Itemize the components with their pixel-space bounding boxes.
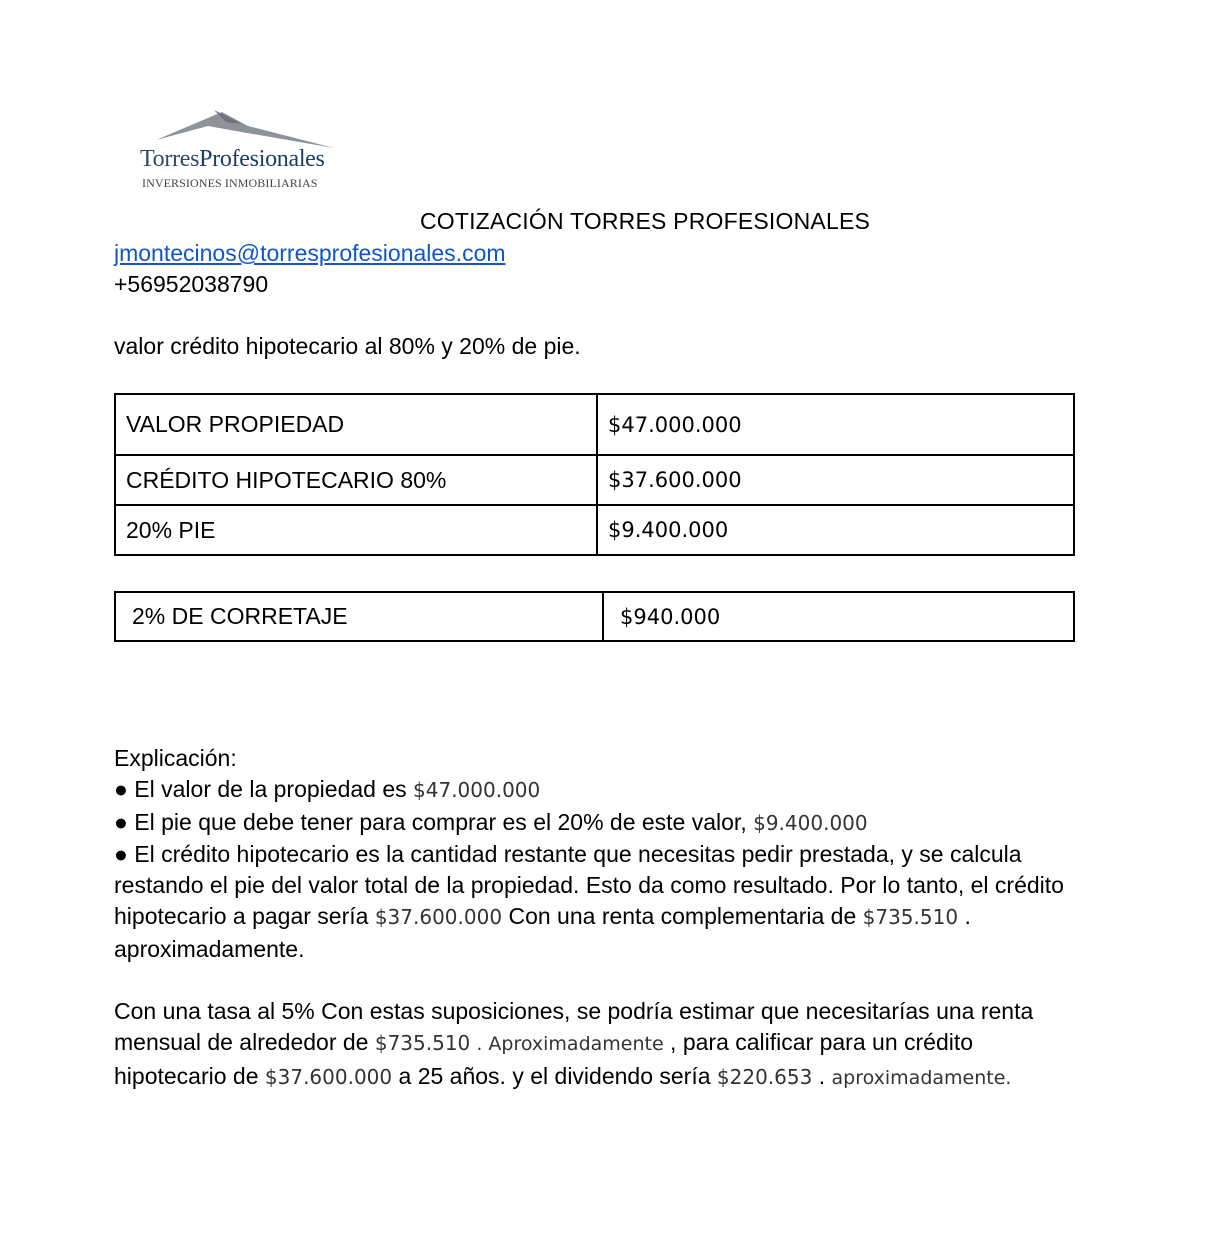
rate-paragraph: Con una tasa al 5% Con estas suposiciones, se podría estimar que necesitarías una renta mensual de alrededor de $735.510 . Aproximadamente , para calificar para un crédito hipotecario de $37.600.000 a 25 años. y el dividendo sería $220.653 . aproximadamente. (114, 998, 1034, 1089)
table-cell-value: $9.400.000 (597, 505, 1074, 555)
table-cell-label: 20% PIE (115, 505, 597, 555)
table-row (115, 592, 1074, 641)
logo-name: TorresProfesionales (140, 146, 325, 172)
bullet-property-value: ● El valor de la propiedad es $47.000.000 (114, 776, 541, 803)
bullet-mortgage-credit: ● El crédito hipotecario es la cantidad restante que necesitas pedir prestada, y se calcula restando el pie del valor total de la propiedad. Esto da como resultado. Por lo tanto, el crédito hipotecario a pagar sería $37.600.000 Con una renta complementaria de $735.510 . aproximadamente. (114, 840, 1064, 962)
logo-tagline: INVERSIONES INMOBILIARIAS (142, 176, 318, 190)
explanation-heading: Explicación: (114, 745, 237, 771)
table-cell-value: $47.000.000 (597, 394, 1074, 455)
table-cell-label: VALOR PROPIEDAD (115, 394, 597, 455)
brokerage-table (114, 591, 1075, 642)
email-link[interactable]: jmontecinos@torresprofesionales.com (114, 240, 506, 266)
table-cell-value: $940.000 (603, 592, 1074, 641)
intro-text: valor crédito hipotecario al 80% y 20% de pie. (114, 333, 581, 359)
phone-number: +56952038790 (114, 271, 269, 297)
table-cell-label: 2% DE CORRETAJE (115, 592, 603, 641)
page-title: COTIZACIÓN TORRES PROFESIONALES (419, 208, 871, 234)
company-logo (138, 108, 348, 194)
table-row (115, 505, 1074, 555)
quote-table (114, 393, 1075, 556)
roof-logo-icon (138, 108, 338, 148)
explanation-section (114, 743, 1074, 1094)
table-row (115, 394, 1074, 455)
table-cell-value: $37.600.000 (597, 455, 1074, 505)
table-cell-label: CRÉDITO HIPOTECARIO 80% (115, 455, 597, 505)
bullet-down-payment: ● El pie que debe tener para comprar es el 20% de este valor, $9.400.000 (114, 808, 868, 835)
table-row (115, 455, 1074, 505)
